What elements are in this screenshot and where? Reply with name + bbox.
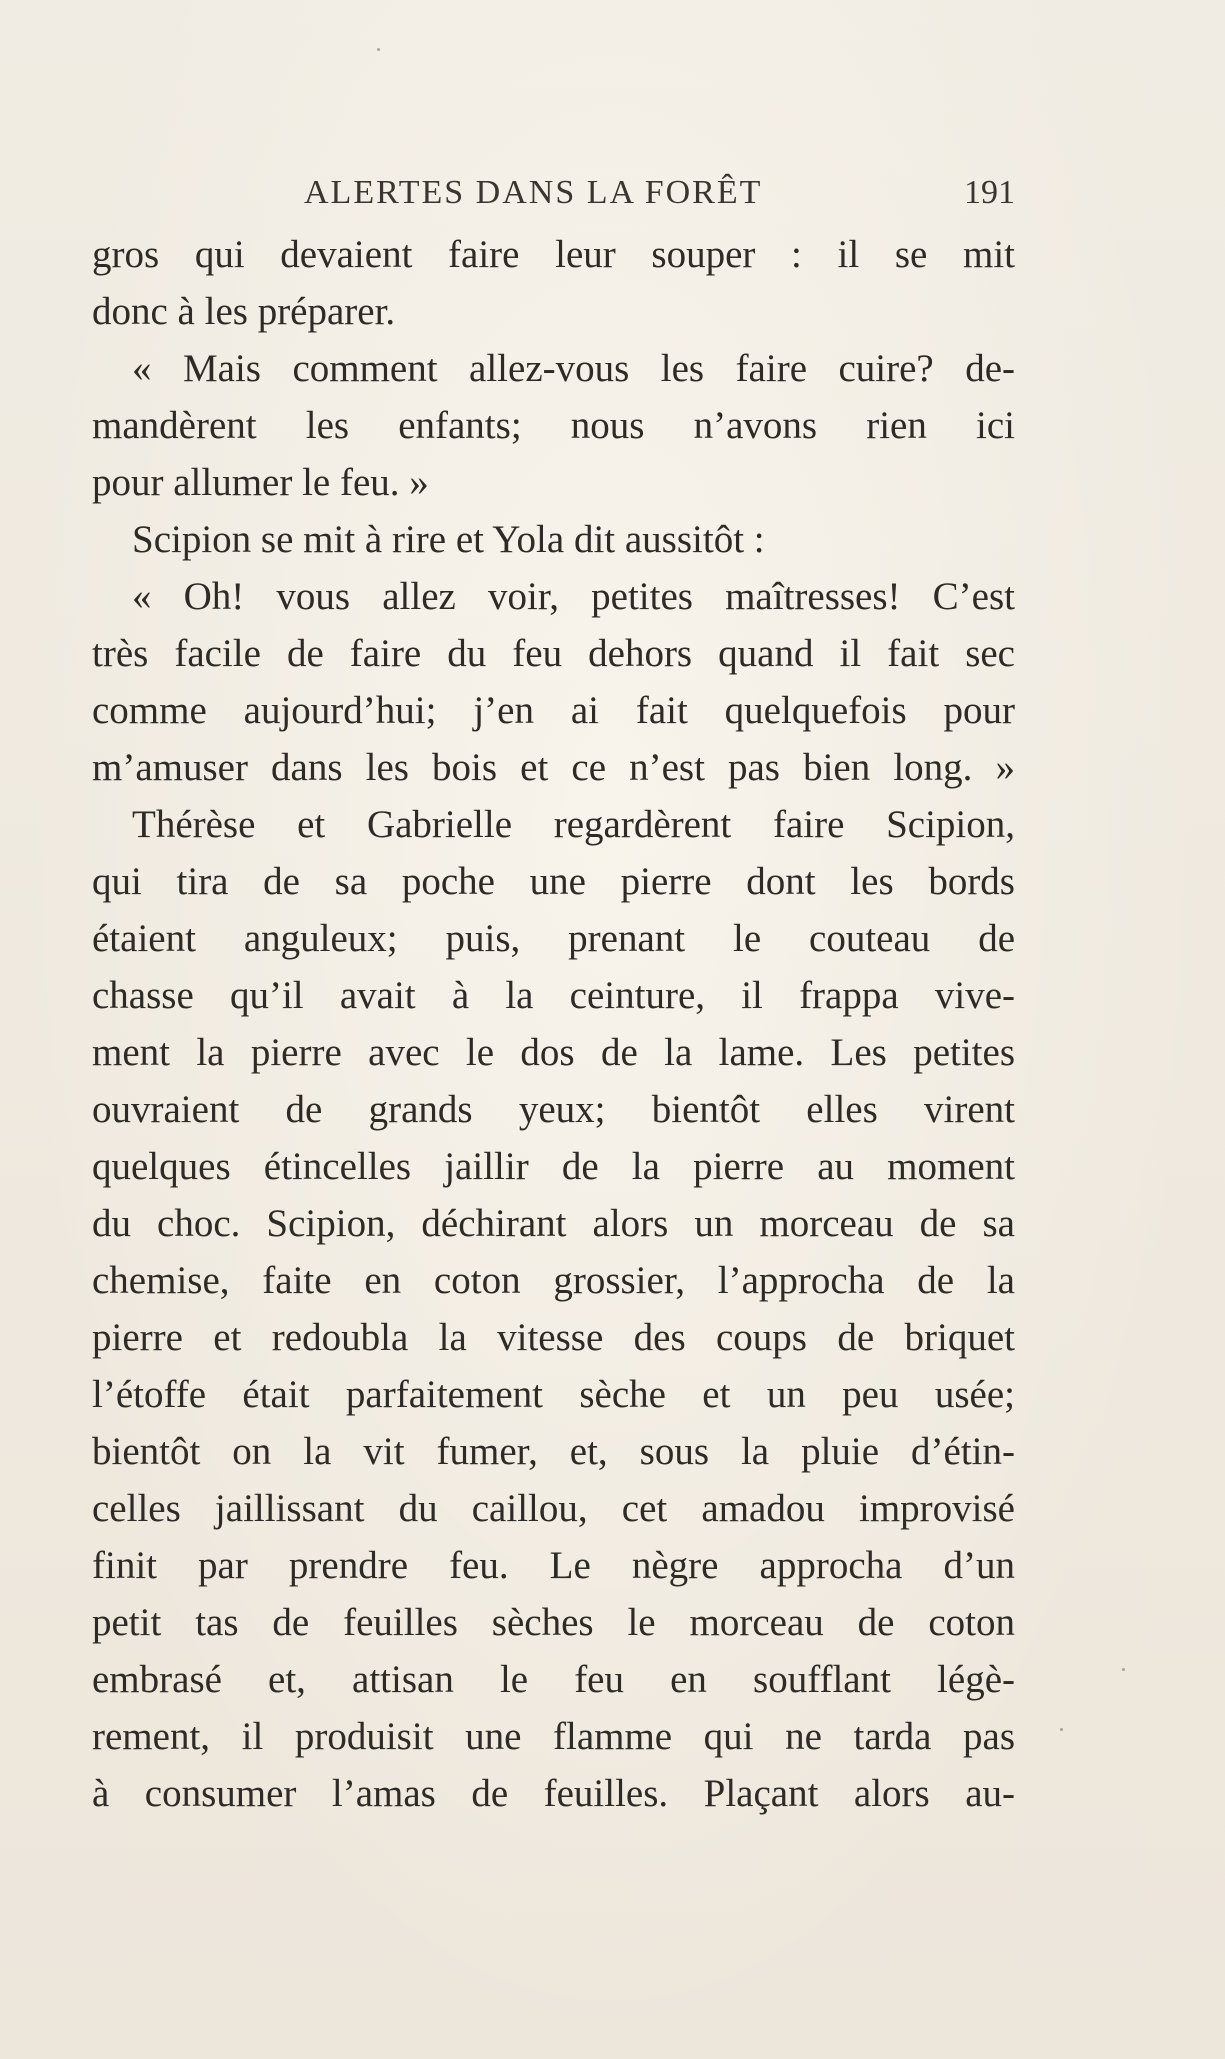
ink-speck	[1122, 1668, 1125, 1671]
ink-speck	[377, 48, 380, 51]
text-line: celles jaillissant du caillou, cet amadou improvisé	[92, 1487, 1015, 1530]
text-line: très facile de faire du feu dehors quand il fait sec	[92, 632, 1015, 675]
body-text	[92, 226, 1015, 1822]
text-line: quelques étincelles jaillir de la pierre au moment	[92, 1145, 1015, 1188]
text-line: ment la pierre avec le dos de la lame. Les petites	[92, 1031, 1015, 1074]
text-line: chemise, faite en coton grossier, l’approcha de la	[92, 1259, 1015, 1302]
text-line: pierre et redoubla la vitesse des coups de briquet	[92, 1316, 1015, 1359]
text-line: pour allumer le feu. »	[92, 461, 429, 504]
text-line: finit par prendre feu. Le nègre approcha d’un	[92, 1544, 1015, 1587]
text-line: « Oh! vous allez voir, petites maîtresses! C’est	[132, 575, 1015, 618]
text-line: embrasé et, attisan le feu en soufflant légè-	[92, 1658, 1015, 1701]
running-head: ALERTES DANS LA FORÊT	[304, 174, 763, 211]
text-line: l’étoffe était parfaitement sèche et un peu usée;	[92, 1373, 1015, 1416]
text-line: chasse qu’il avait à la ceinture, il frappa vive-	[92, 974, 1015, 1017]
page-header	[92, 168, 1015, 218]
text-line: bientôt on la vit fumer, et, sous la pluie d’étin-	[92, 1430, 1015, 1473]
text-line: m’amuser dans les bois et ce n’est pas bien long. »	[92, 746, 1015, 789]
text-line: gros qui devaient faire leur souper : il se mit	[92, 233, 1015, 276]
text-line: « Mais comment allez-vous les faire cuire? de-	[132, 347, 1015, 390]
text-line: étaient anguleux; puis, prenant le couteau de	[92, 917, 1015, 960]
text-line: comme aujourd’hui; j’en ai fait quelquefois pour	[92, 689, 1015, 732]
text-line: Scipion se mit à rire et Yola dit aussitôt :	[132, 518, 765, 561]
text-line: qui tira de sa poche une pierre dont les bords	[92, 860, 1015, 903]
ink-speck	[1060, 1728, 1063, 1731]
text-line: du choc. Scipion, déchirant alors un morceau de sa	[92, 1202, 1015, 1245]
text-line: à consumer l’amas de feuilles. Plaçant alors au-	[92, 1772, 1015, 1815]
text-line: ouvraient de grands yeux; bientôt elles virent	[92, 1088, 1015, 1131]
page-number: 191	[964, 174, 1015, 211]
text-line: donc à les préparer.	[92, 290, 396, 333]
text-line: petit tas de feuilles sèches le morceau de coton	[92, 1601, 1015, 1644]
text-line: rement, il produisit une flamme qui ne tarda pas	[92, 1715, 1015, 1758]
text-line: Thérèse et Gabrielle regardèrent faire Scipion,	[132, 803, 1015, 846]
text-line: mandèrent les enfants; nous n’avons rien ici	[92, 404, 1015, 447]
